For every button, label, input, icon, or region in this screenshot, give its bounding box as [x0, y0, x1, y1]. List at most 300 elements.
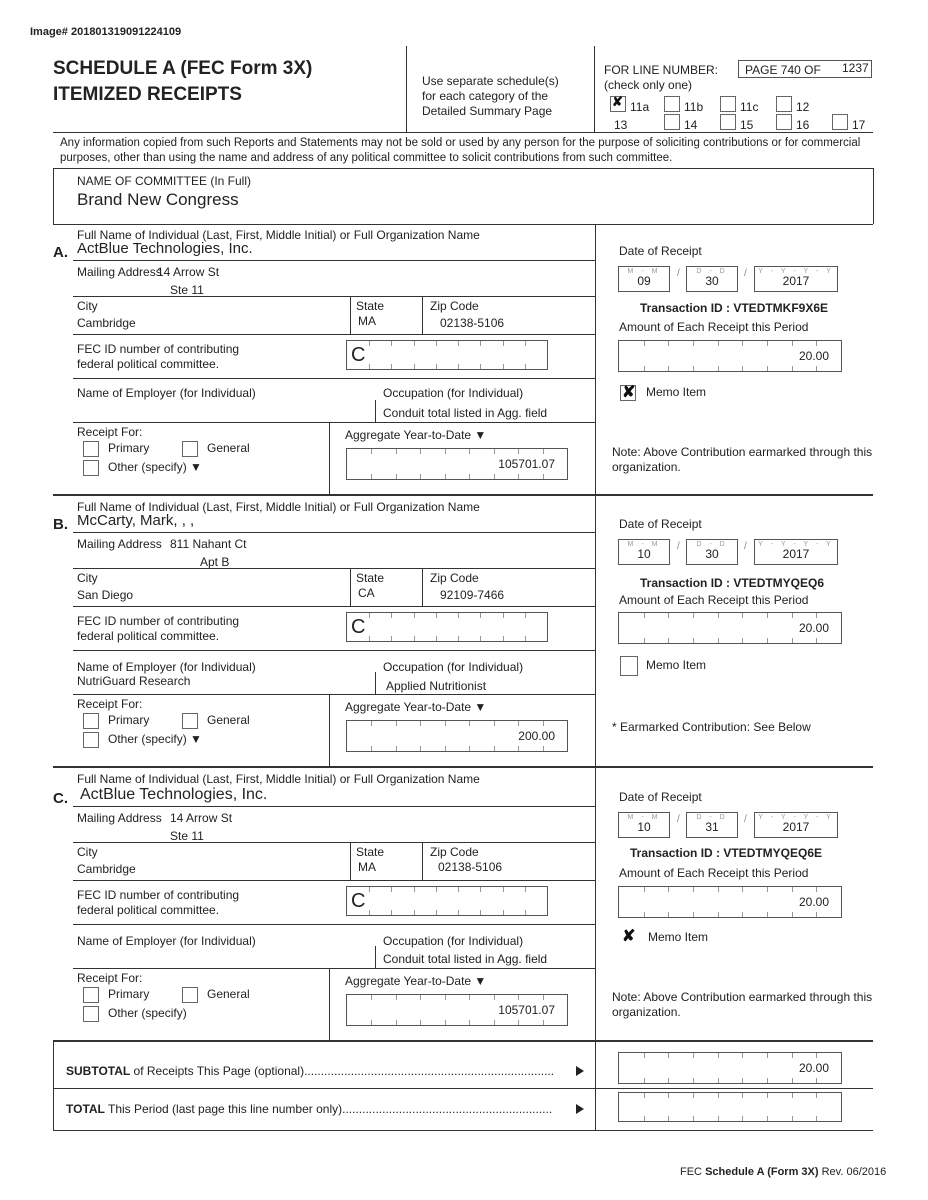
field-tick [816, 366, 817, 371]
entry-c-city-rule [73, 880, 595, 881]
field-tick [693, 1053, 694, 1058]
entry-a-zip-label: Zip Code [430, 299, 479, 313]
entry-a-memo-label: Memo Item [646, 385, 707, 399]
field-tick [494, 1020, 495, 1025]
field-tick [718, 1053, 719, 1058]
field-tick [816, 887, 817, 892]
entry-b-address-rule [73, 568, 595, 569]
field-tick [718, 341, 719, 346]
field-tick [469, 449, 470, 454]
entry-a-general-checkbox[interactable] [182, 441, 198, 457]
entry-c-day: 31 [705, 820, 719, 834]
field-tick [391, 910, 392, 915]
entry-c-letter: C. [53, 790, 68, 807]
header-divider-2 [594, 46, 595, 132]
field-tick [414, 910, 415, 915]
page-total: 1237 [842, 61, 869, 75]
field-tick [503, 887, 504, 892]
field-tick [668, 341, 669, 346]
field-tick [494, 721, 495, 726]
entry-b-employer: NutriGuard Research [77, 674, 191, 688]
field-tick [369, 364, 370, 369]
totals-left-border [53, 1040, 54, 1130]
field-tick [718, 638, 719, 643]
entry-c-state-divider [422, 842, 423, 880]
field-tick [494, 746, 495, 751]
entry-c-zip-label: Zip Code [430, 845, 479, 859]
field-tick [792, 366, 793, 371]
field-tick [396, 746, 397, 751]
check-only-one-label: (check only one) [604, 78, 693, 92]
entry-b-aggregate-label: Aggregate Year-to-Date ▼ [345, 700, 487, 714]
entry-b-name-rule [73, 532, 595, 533]
entry-a-amount-field[interactable] [618, 340, 842, 372]
entry-c-aggregate-label: Aggregate Year-to-Date ▼ [345, 974, 487, 988]
field-tick [644, 1116, 645, 1121]
field-tick [693, 366, 694, 371]
field-tick [718, 912, 719, 917]
field-tick [816, 1093, 817, 1098]
entry-c-amount-label: Amount of Each Receipt this Period [619, 866, 809, 880]
field-tick [414, 364, 415, 369]
entry-b-fec-label-1: FEC ID number of contributing [77, 614, 240, 628]
field-tick [436, 887, 437, 892]
field-tick [469, 721, 470, 726]
subtotal-label [66, 1064, 554, 1078]
field-tick [371, 746, 372, 751]
field-tick [494, 449, 495, 454]
instructions-line-2: for each category of the [422, 89, 549, 103]
image-id: Image# 201801319091224109 [30, 26, 182, 38]
entry-c-slash-2: / [744, 814, 747, 825]
entry-a-name-rule [73, 260, 595, 261]
entry-c-year-field[interactable] [754, 812, 838, 838]
field-tick [668, 613, 669, 618]
field-tick [525, 613, 526, 618]
total-field[interactable] [618, 1092, 842, 1122]
field-tick [391, 364, 392, 369]
entry-a-receipt-divider [329, 422, 330, 494]
entry-c-mailing-label: Mailing Address [77, 811, 162, 825]
entry-c-bottom-rule [53, 1040, 873, 1042]
entry-a-month-field[interactable] [618, 266, 670, 292]
notice-rule [53, 168, 873, 169]
entry-c-month: 10 [637, 820, 651, 834]
field-tick [792, 887, 793, 892]
field-tick [369, 910, 370, 915]
field-tick [420, 995, 421, 1000]
field-tick [767, 887, 768, 892]
field-tick [543, 474, 544, 479]
field-tick [469, 474, 470, 479]
entry-c-amount-field[interactable] [618, 886, 842, 918]
subtotal-value: 20.00 [798, 1061, 829, 1075]
entry-c-note: Note: Above Contribution earmarked through this organization. [612, 990, 873, 1019]
entry-c-city-label: City [77, 845, 98, 859]
field-tick [644, 912, 645, 917]
entry-a-mailing-label: Mailing Address [77, 265, 162, 279]
entry-a-letter: A. [53, 244, 68, 261]
entry-b-name: McCarty, Mark, , , [77, 512, 195, 529]
entry-c-state: MA [358, 860, 376, 874]
field-tick [391, 887, 392, 892]
field-tick [644, 341, 645, 346]
field-tick [445, 1020, 446, 1025]
field-tick [445, 474, 446, 479]
field-tick [436, 341, 437, 346]
footer-form-name: Schedule A (Form 3X) [705, 1166, 819, 1178]
committee-right-border [873, 168, 874, 224]
entry-c-memo-check-icon: ✘ [622, 928, 636, 945]
entry-c-occupation: Conduit total listed in Agg. field [383, 952, 548, 966]
field-tick [693, 1093, 694, 1098]
field-tick [742, 638, 743, 643]
entry-a-other-label: Other (specify) ▼ [108, 460, 202, 474]
field-tick [767, 1078, 768, 1083]
entry-c-occupation-label: Occupation (for Individual) [383, 934, 524, 948]
field-tick [792, 1116, 793, 1121]
field-tick [668, 912, 669, 917]
field-tick [369, 887, 370, 892]
field-tick [396, 995, 397, 1000]
field-tick [668, 1093, 669, 1098]
entry-a-day-field[interactable] [686, 266, 738, 292]
field-tick [792, 613, 793, 618]
line-11b-checkbox[interactable] [664, 96, 680, 112]
subtotal-rule [53, 1088, 873, 1089]
entry-c-primary-checkbox[interactable] [83, 987, 99, 1003]
field-tick [742, 887, 743, 892]
entry-b-aggregate: 200.00 [518, 729, 555, 743]
field-tick [693, 341, 694, 346]
entry-c-name: ActBlue Technologies, Inc. [80, 786, 268, 803]
field-tick [742, 1116, 743, 1121]
entry-b-fec-rule [73, 650, 595, 651]
entry-a-address-2: Ste 11 [170, 283, 204, 297]
header-divider-1 [406, 46, 407, 132]
line-16-checkbox[interactable] [832, 114, 848, 130]
field-tick [396, 449, 397, 454]
entry-b-fec-label-2: federal political committee. [77, 629, 220, 643]
field-tick [525, 910, 526, 915]
entry-b-letter: B. [53, 516, 68, 533]
field-tick [543, 449, 544, 454]
entry-a-full-name-label: Full Name of Individual (Last, First, Middle Initial) or Full Organization Name [77, 228, 480, 242]
subtotal-field[interactable] [618, 1052, 842, 1084]
footer-revision: Rev. 06/2016 [818, 1166, 887, 1178]
entry-a-city-label: City [77, 299, 98, 313]
entry-a-year-field[interactable] [754, 266, 838, 292]
itemized-receipts-title: ITEMIZED RECEIPTS [53, 84, 242, 105]
field-tick [458, 613, 459, 618]
entry-a-fec-label-1: FEC ID number of contributing [77, 342, 240, 356]
entry-a-day: 30 [705, 274, 719, 288]
field-tick [525, 341, 526, 346]
field-tick [480, 341, 481, 346]
entry-a-transaction-id: Transaction ID : VTEDTMKF9X6E [640, 301, 829, 315]
field-tick [369, 636, 370, 641]
entry-c-column-divider [595, 766, 596, 1040]
entry-b-date-label: Date of Receipt [619, 517, 702, 531]
entry-a-general-label: General [207, 441, 250, 455]
entry-c-mm-hint: M - M [627, 814, 661, 821]
entry-a-slash-1: / [677, 268, 680, 279]
entry-b-day-field[interactable] [686, 539, 738, 565]
field-tick [792, 912, 793, 917]
entry-c-day-field[interactable] [686, 812, 738, 838]
entry-a-column-divider [595, 224, 596, 494]
field-tick [543, 995, 544, 1000]
field-tick [436, 613, 437, 618]
field-tick [668, 1078, 669, 1083]
entry-a-city-rule [73, 334, 595, 335]
field-tick [543, 746, 544, 751]
entry-b-city-divider [350, 568, 351, 606]
subtotal-label-rest: of Receipts This Page (optional)........................................................................... [130, 1064, 555, 1078]
entry-a-note: Note: Above Contribution earmarked through this organization. [612, 445, 873, 474]
line-12-checkbox[interactable] [776, 96, 792, 112]
entry-b-primary-label: Primary [108, 713, 150, 727]
field-tick [816, 912, 817, 917]
field-tick [525, 887, 526, 892]
line-15-checkbox[interactable] [776, 114, 792, 130]
field-tick [445, 746, 446, 751]
entry-b-general-checkbox[interactable] [182, 713, 198, 729]
field-tick [668, 1053, 669, 1058]
entry-b-state-label: State [356, 571, 385, 585]
entry-c-full-name-label: Full Name of Individual (Last, First, Middle Initial) or Full Organization Name [77, 772, 480, 786]
field-tick [518, 449, 519, 454]
field-tick [644, 366, 645, 371]
entry-c-other-label: Other (specify) [108, 1006, 187, 1020]
notice-text: Any information copied from such Reports and Statements may not be sold or used by any person for the purpose of soliciting contributions or for commercial purposes, other than using the name and address of any political committee to solicit contributions from such committee. [60, 137, 861, 164]
field-tick [718, 366, 719, 371]
field-tick [816, 638, 817, 643]
entry-c-year: 2017 [782, 820, 810, 834]
entry-c-address-rule [73, 842, 595, 843]
total-arrow-icon [576, 1104, 584, 1114]
entry-b-city: San Diego [77, 588, 134, 602]
field-tick [414, 341, 415, 346]
field-tick [420, 449, 421, 454]
entry-c-city-divider [350, 842, 351, 880]
field-tick [718, 1116, 719, 1121]
entry-b-transaction-id: Transaction ID : VTEDTMYQEQ6 [640, 576, 825, 590]
field-tick [742, 366, 743, 371]
field-tick [644, 1078, 645, 1083]
entry-b-amount-label: Amount of Each Receipt this Period [619, 593, 809, 607]
entry-c-state-label: State [356, 845, 385, 859]
field-tick [693, 887, 694, 892]
entry-c-employer-rule [73, 968, 595, 969]
field-tick [543, 721, 544, 726]
field-tick [644, 613, 645, 618]
entry-b-year-field[interactable] [754, 539, 838, 565]
field-tick [767, 613, 768, 618]
field-tick [480, 364, 481, 369]
field-tick [693, 912, 694, 917]
field-tick [718, 1078, 719, 1083]
entry-b-fec-c: C [351, 616, 366, 638]
entry-c-zip: 02138-5106 [438, 860, 503, 874]
entry-b-bottom-rule [53, 766, 873, 768]
field-tick [518, 474, 519, 479]
field-tick [543, 1020, 544, 1025]
field-tick [396, 721, 397, 726]
entry-b-zip: 92109-7466 [440, 588, 505, 602]
footer-prefix: FEC [680, 1166, 706, 1178]
entry-a-amount: 20.00 [798, 349, 829, 363]
field-tick [371, 721, 372, 726]
entry-b-memo-checkbox[interactable] [620, 656, 638, 676]
entry-c-general-checkbox[interactable] [182, 987, 198, 1003]
entry-b-amount: 20.00 [798, 621, 829, 635]
entry-a-fec-id-field[interactable] [346, 340, 548, 370]
entry-b-aggregate-field[interactable] [346, 720, 568, 752]
entry-b-primary-checkbox[interactable] [83, 713, 99, 729]
entry-b-month-field[interactable] [618, 539, 670, 565]
field-tick [518, 721, 519, 726]
entry-a-primary-checkbox[interactable] [83, 441, 99, 457]
field-tick [503, 364, 504, 369]
field-tick [693, 638, 694, 643]
field-tick [742, 1053, 743, 1058]
entry-c-month-field[interactable] [618, 812, 670, 838]
entry-a-dd-hint: D - D [696, 268, 728, 275]
subtotal-label-bold: SUBTOTAL [66, 1064, 131, 1078]
field-tick [693, 613, 694, 618]
field-tick [371, 474, 372, 479]
header-rule [53, 132, 873, 133]
entry-b-other-checkbox[interactable] [83, 732, 99, 748]
entry-a-amount-label: Amount of Each Receipt this Period [619, 320, 809, 334]
entry-b-full-name-label: Full Name of Individual (Last, First, Middle Initial) or Full Organization Name [77, 500, 480, 514]
field-tick [420, 474, 421, 479]
field-tick [469, 1020, 470, 1025]
entry-b-employer-rule [73, 694, 595, 695]
entry-b-state: CA [358, 586, 375, 600]
entry-a-aggregate-field[interactable] [346, 448, 568, 480]
entry-a-yyyy-hint: Y - Y - Y - Y [758, 268, 834, 275]
entry-a-city-divider [350, 296, 351, 334]
entry-c-employer-label: Name of Employer (for Individual) [77, 934, 256, 948]
entry-a-fec-c: C [351, 344, 366, 366]
field-tick [767, 1093, 768, 1098]
field-tick [414, 636, 415, 641]
field-tick [480, 613, 481, 618]
line-13-checkbox[interactable] [664, 114, 680, 130]
entry-b-dd-hint: D - D [696, 541, 728, 548]
line-11c-checkbox[interactable] [720, 96, 736, 112]
committee-name: Brand New Congress [77, 190, 239, 209]
field-tick [458, 887, 459, 892]
entry-b-city-label: City [77, 571, 98, 585]
field-tick [414, 613, 415, 618]
field-tick [518, 995, 519, 1000]
entry-c-fec-id-field[interactable] [346, 886, 548, 916]
field-tick [816, 1053, 817, 1058]
entry-c-address-2: Ste 11 [170, 829, 204, 843]
line-14-label: 14 [684, 118, 698, 132]
line-13-label: 13 [614, 118, 628, 132]
entry-b-mailing-label: Mailing Address [77, 537, 162, 551]
field-tick [792, 341, 793, 346]
entry-c-fec-rule [73, 924, 595, 925]
entry-a-aggregate: 105701.07 [498, 457, 555, 471]
field-tick [445, 449, 446, 454]
entry-b-year: 2017 [782, 547, 810, 561]
field-tick [718, 887, 719, 892]
field-tick [503, 910, 504, 915]
page-label: PAGE 740 OF [745, 63, 821, 77]
entry-a-name: ActBlue Technologies, Inc. [77, 240, 253, 257]
entry-c-receipt-for-label: Receipt For: [77, 971, 143, 985]
field-tick [503, 613, 504, 618]
entry-a-aggregate-label: Aggregate Year-to-Date ▼ [345, 428, 487, 442]
entry-a-address-rule [73, 296, 595, 297]
field-tick [371, 1020, 372, 1025]
field-tick [742, 613, 743, 618]
entry-b-amount-field[interactable] [618, 612, 842, 644]
field-tick [480, 910, 481, 915]
field-tick [668, 887, 669, 892]
entry-c-date-label: Date of Receipt [619, 790, 702, 804]
entry-c-fec-c: C [351, 890, 366, 912]
field-tick [480, 636, 481, 641]
field-tick [369, 613, 370, 618]
field-tick [792, 1078, 793, 1083]
entry-a-month: 09 [637, 274, 651, 288]
field-tick [718, 613, 719, 618]
field-tick [816, 1116, 817, 1121]
field-tick [718, 1093, 719, 1098]
entry-b-yyyy-hint: Y - Y - Y - Y [758, 541, 834, 548]
form-footer [680, 1166, 886, 1178]
entry-c-fec-label-1: FEC ID number of contributing [77, 888, 240, 902]
entry-a-zip: 02138-5106 [440, 316, 505, 330]
field-tick [391, 341, 392, 346]
field-tick [693, 1116, 694, 1121]
field-tick [391, 613, 392, 618]
entry-c-receipt-divider [329, 968, 330, 1040]
field-tick [494, 995, 495, 1000]
field-tick [693, 1078, 694, 1083]
entry-c-aggregate: 105701.07 [498, 1003, 555, 1017]
field-tick [371, 995, 372, 1000]
field-tick [742, 341, 743, 346]
field-tick [816, 613, 817, 618]
line-14-checkbox[interactable] [720, 114, 736, 130]
entry-c-aggregate-field[interactable] [346, 994, 568, 1026]
field-tick [668, 366, 669, 371]
entry-a-mm-hint: M - M [627, 268, 661, 275]
entry-a-receipt-for-label: Receipt For: [77, 425, 143, 439]
entry-b-fec-id-field[interactable] [346, 612, 548, 642]
total-label [66, 1102, 552, 1116]
entry-b-occupation: Applied Nutritionist [386, 679, 487, 693]
entry-a-other-checkbox[interactable] [83, 460, 99, 476]
entry-c-other-checkbox[interactable] [83, 1006, 99, 1022]
entry-b-slash-2: / [744, 541, 747, 552]
line-16-label: 16 [796, 118, 810, 132]
entry-b-zip-label: Zip Code [430, 571, 479, 585]
entry-c-general-label: General [207, 987, 250, 1001]
field-tick [792, 1093, 793, 1098]
entry-a-occupation: Conduit total listed in Agg. field [383, 406, 548, 420]
field-tick [644, 1093, 645, 1098]
entry-b-city-rule [73, 606, 595, 607]
entry-c-slash-1: / [677, 814, 680, 825]
